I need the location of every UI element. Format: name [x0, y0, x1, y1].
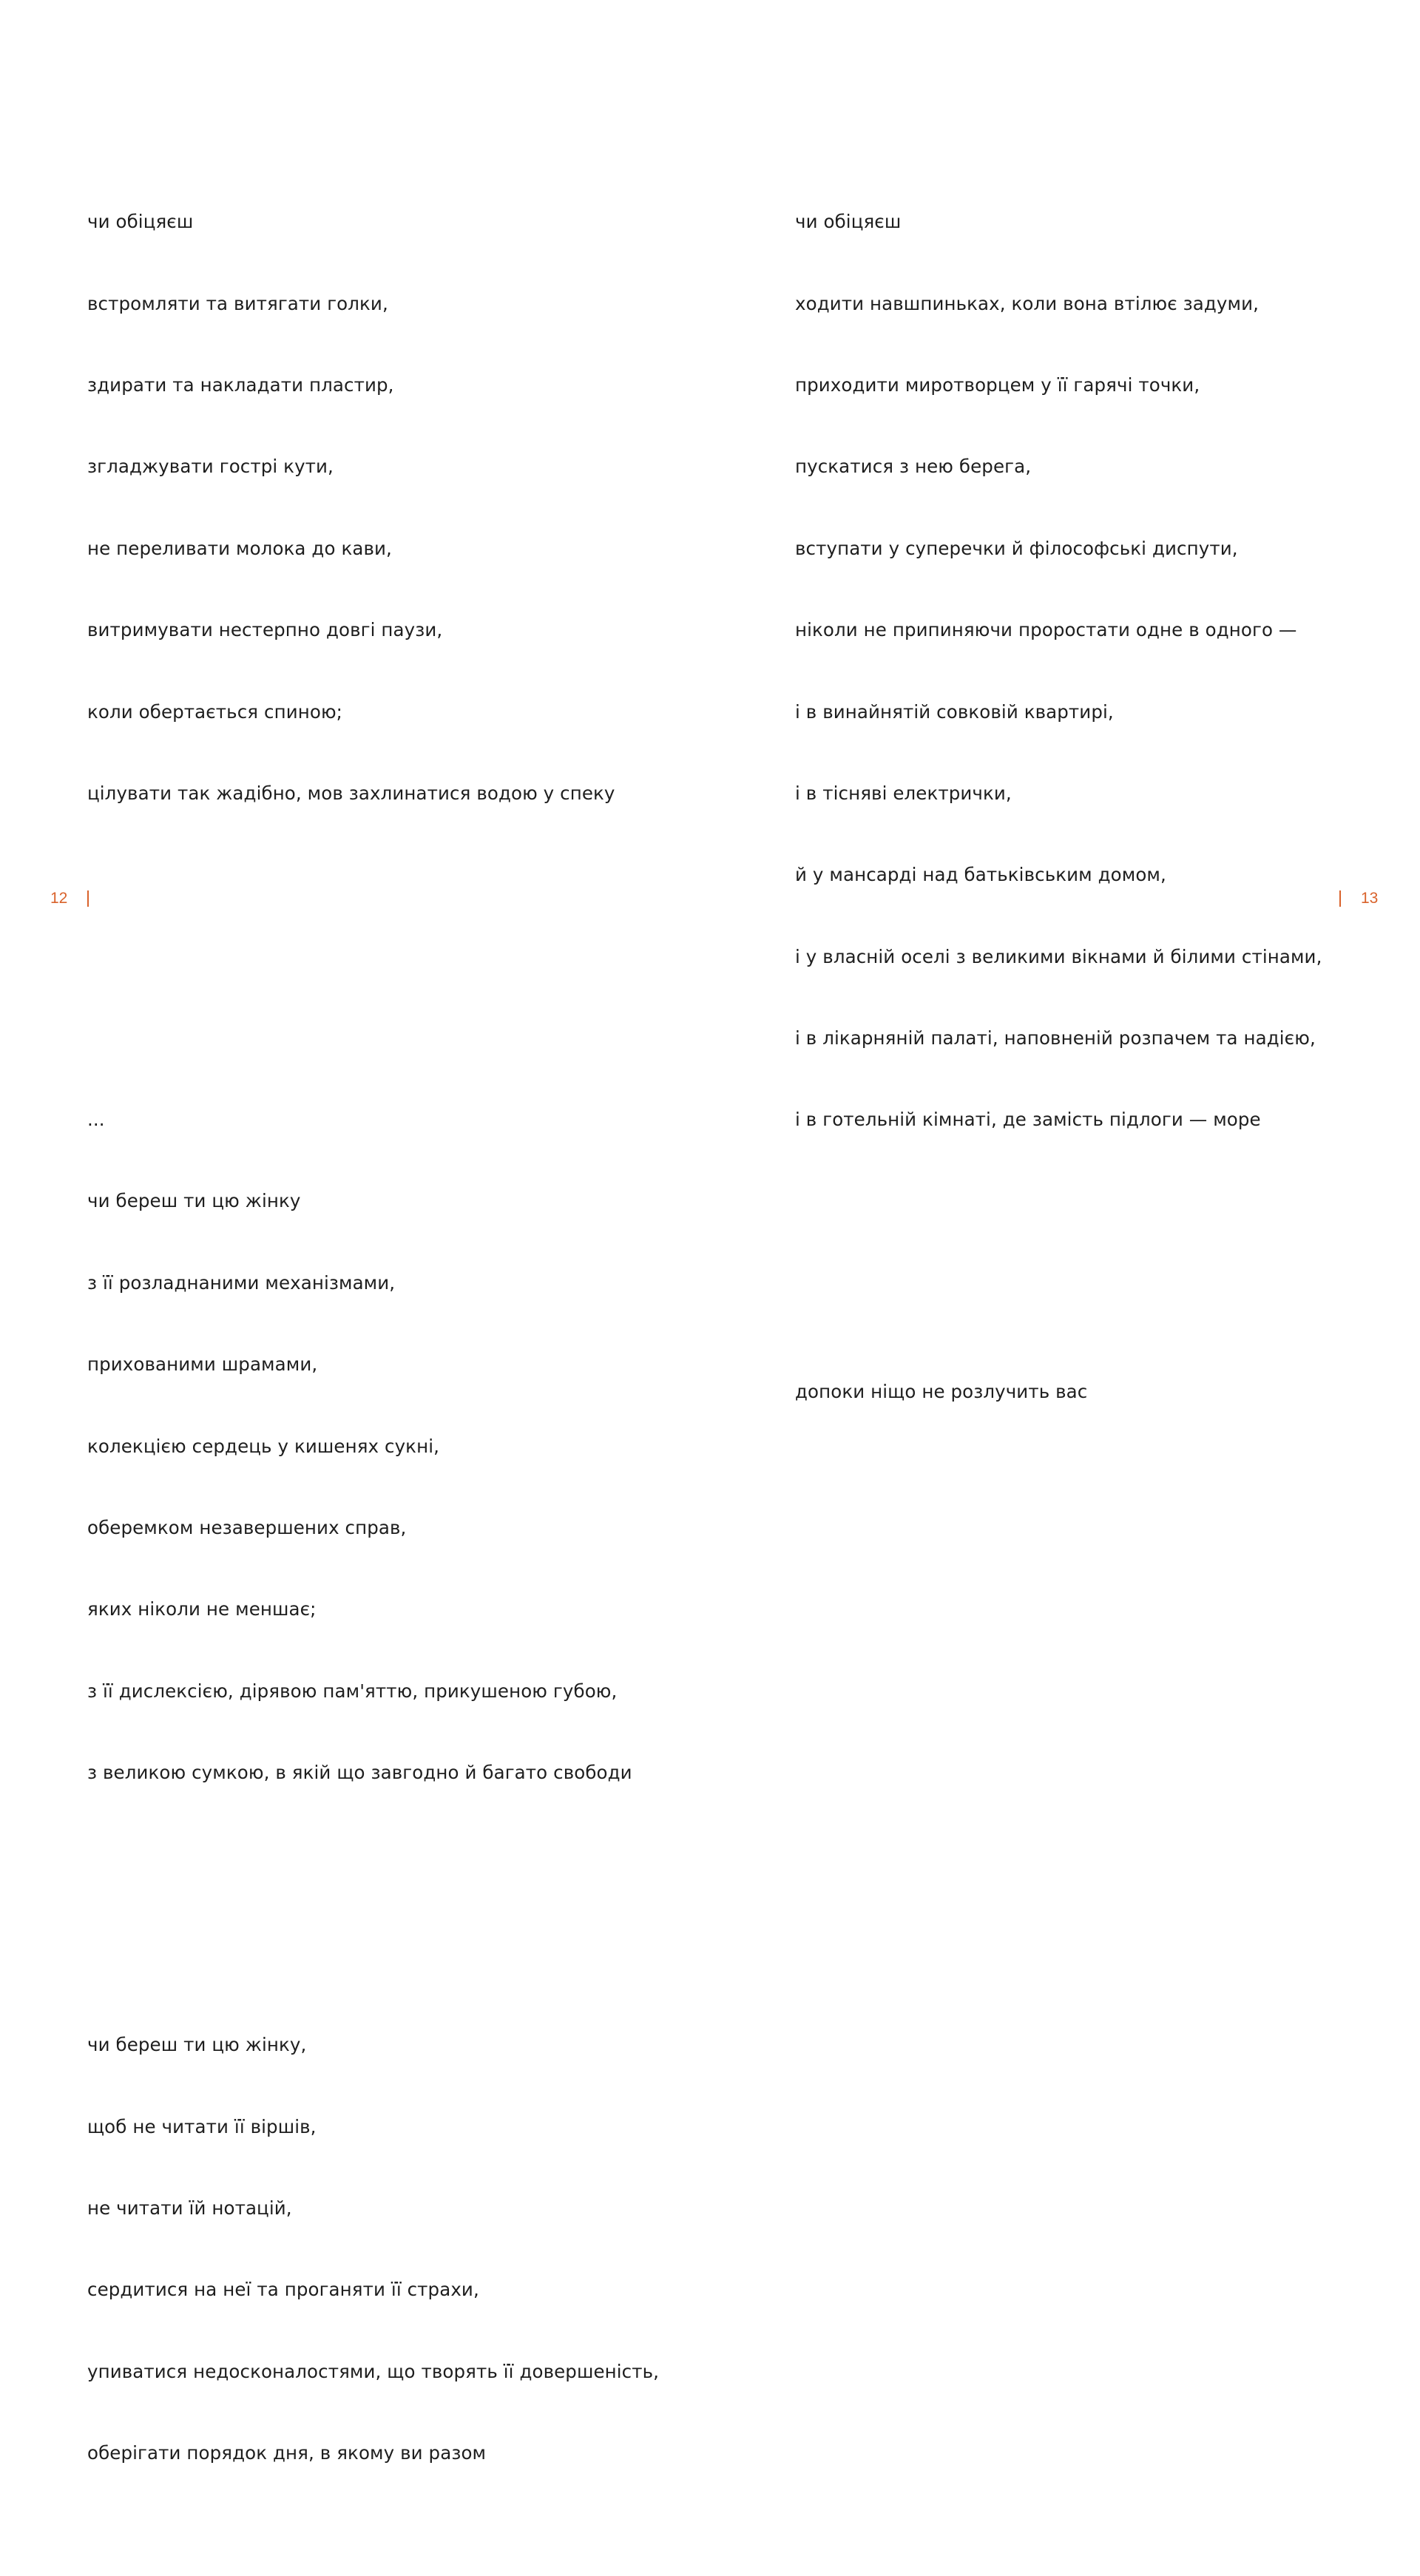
poem-line: з великою сумкою, в якій що завгодно й багато свободи [87, 1762, 632, 1784]
poem-line: не читати їй нотацій, [87, 2197, 292, 2219]
poem-line: з її дислексією, дірявою пам'яттю, прикушеною губою, [87, 1680, 618, 1702]
poem-line: сердитися на неї та проганяти її страхи, [87, 2279, 479, 2301]
right-page-folio [1339, 890, 1420, 907]
poem-line: і в тісняві електрички, [795, 782, 1012, 804]
poem-line: встромляти та витягати голки, [87, 292, 388, 314]
poem-line: і у власній оселі з великими вікнами й білими стінами, [795, 945, 1322, 967]
poem-line: чи обіцяєш [87, 211, 194, 233]
right-page [710, 0, 1420, 1403]
poem-line: прихованими шрамами, [87, 1353, 318, 1376]
poem-line: яких ніколи не меншає; [87, 1598, 317, 1620]
left-stanza-1 [87, 155, 659, 862]
poem-line: вступати у суперечки й філософські диспути, [795, 537, 1238, 559]
folio-divider [1339, 890, 1341, 907]
poem-line: з її розладнаними механізмами, [87, 1271, 396, 1294]
right-stanza-2 [795, 1325, 1322, 1461]
right-poem-text [795, 100, 1322, 1515]
poem-line: допоки ніщо не розлучить вас [795, 1381, 1088, 1403]
poem-line: пускатися з нею берега, [795, 456, 1032, 478]
poem-line: коли обертається спиною; [87, 700, 343, 723]
poem-line: здирати та накладати пластир, [87, 373, 394, 396]
poem-line: оберемком незавершених справ, [87, 1517, 407, 1539]
poem-line: чи береш ти цю жінку [87, 1190, 301, 1212]
poem-line: і в винайнятій совковій квартирі, [795, 700, 1114, 723]
poem-line: колекцією сердець у кишенях сукні, [87, 1435, 439, 1457]
left-page [0, 0, 710, 2464]
poem-line: ходити навшпиньках, коли вона втілює задуми, [795, 292, 1260, 314]
poem-line: приходити миротворцем у її гарячі точки, [795, 373, 1200, 396]
left-poem-text [87, 100, 659, 2576]
poem-line: чи обіцяєш [795, 211, 902, 233]
poem-line: і в готельній кімнаті, де замість підлоги — море [795, 1109, 1261, 1131]
poem-line: не переливати молока до кави, [87, 537, 392, 559]
poem-line: й у мансарді над батьківським домом, [795, 864, 1166, 886]
poem-line: щоб не читати її віршів, [87, 2115, 317, 2137]
poem-line: витримувати нестерпно довгі паузи, [87, 619, 443, 641]
page-number: 12 [50, 890, 68, 907]
left-stanza-3 [87, 1978, 659, 2522]
poem-line: згладжувати гострі кути, [87, 456, 334, 478]
stanza-gap [87, 1896, 659, 1923]
stanza-gap [795, 1243, 1322, 1270]
left-page-folio [50, 890, 89, 907]
poem-line: упиватися недосконалостями, що творять її довершеність, [87, 2360, 660, 2382]
left-stanza-2 [87, 1052, 659, 1842]
poem-line: ... [87, 1109, 105, 1131]
poem-line: оберігати порядок дня, в якому ви разом [87, 2442, 487, 2464]
page-number: 13 [1361, 890, 1379, 907]
right-stanza-1 [795, 155, 1322, 1189]
poem-line: цілувати так жадібно, мов захлинатися водою у спеку [87, 782, 615, 804]
poem-line: ніколи не припиняючи проростати одне в одного — [795, 619, 1297, 641]
poem-line: чи береш ти цю жінку, [87, 2034, 307, 2056]
folio-divider [87, 890, 89, 907]
stanza-gap [87, 916, 659, 998]
poem-line: і в лікарняній палаті, наповненій розпачем та надією, [795, 1027, 1316, 1049]
